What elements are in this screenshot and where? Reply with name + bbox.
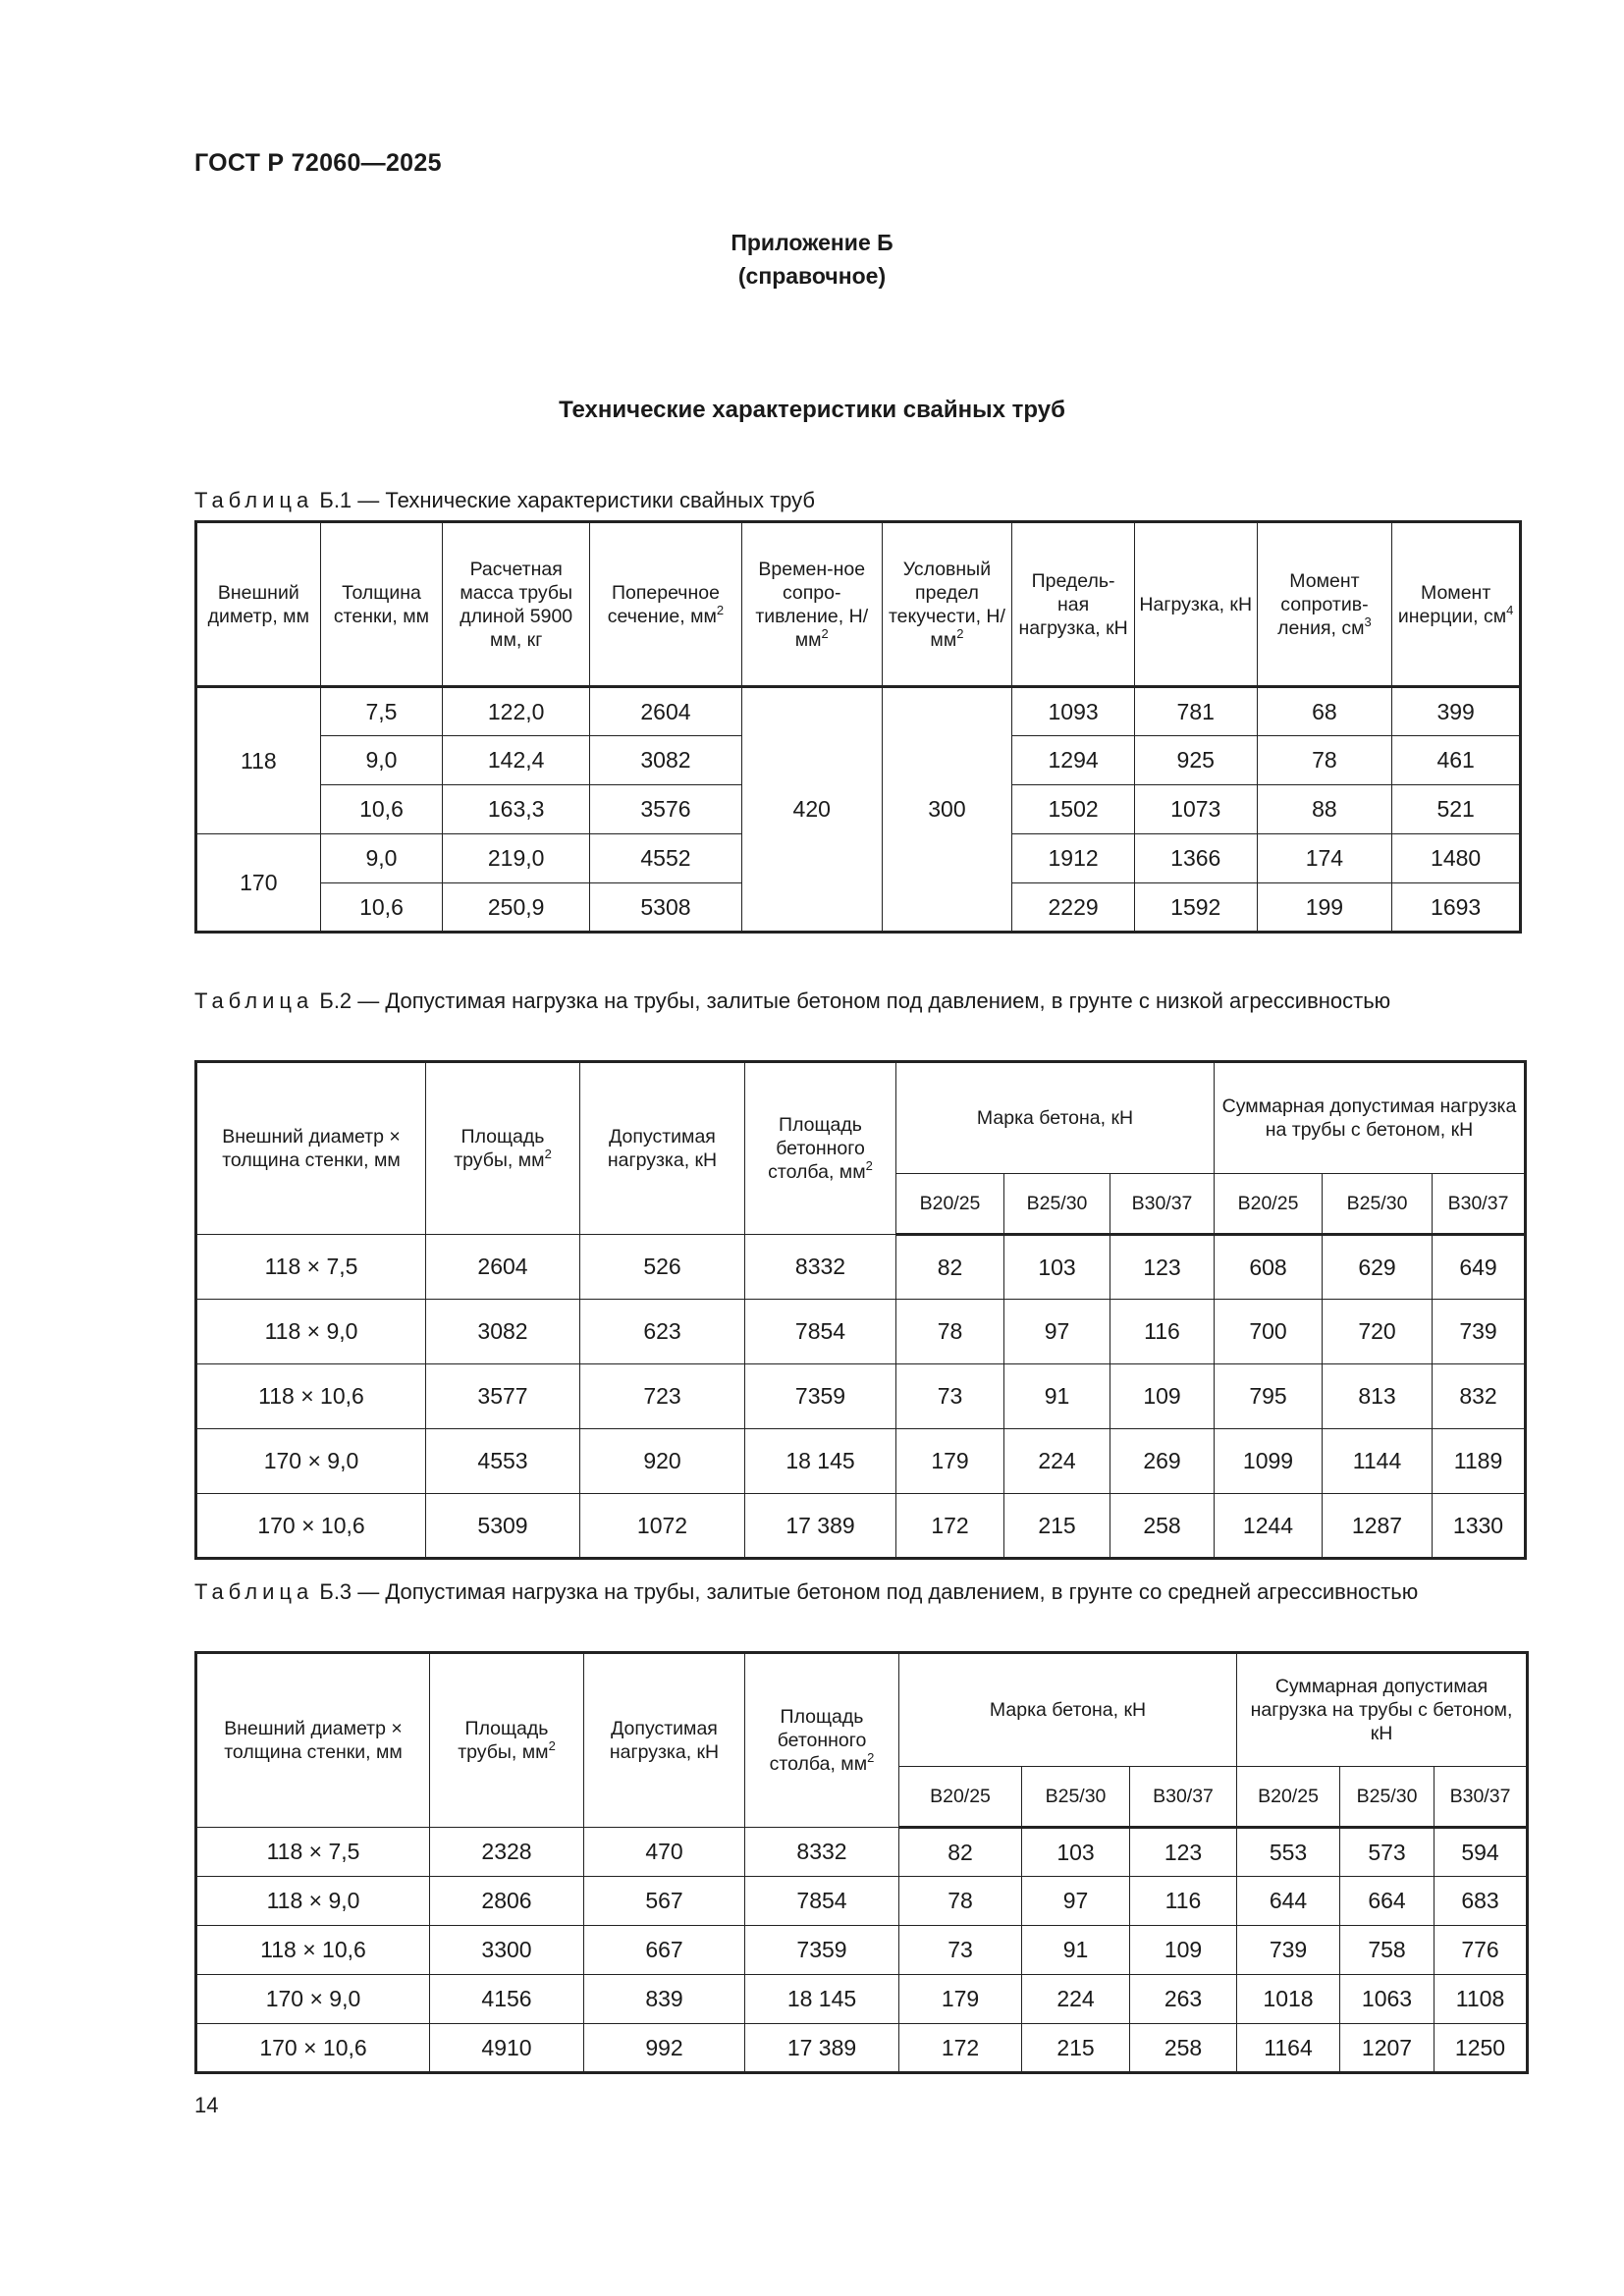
superscript: 2: [956, 625, 964, 641]
table-cell: 2806: [430, 1877, 584, 1926]
table-cell: 97: [1022, 1877, 1130, 1926]
table-cell: 258: [1130, 2024, 1237, 2073]
table-cell: 82: [896, 1235, 1004, 1300]
table-cell: 521: [1392, 785, 1521, 834]
table-cell: 109: [1110, 1364, 1215, 1429]
table3-caption-prefix: Таблица: [194, 1579, 314, 1604]
table-cell: 608: [1215, 1235, 1323, 1300]
table-cell: 8332: [745, 1828, 899, 1877]
table-cell: 170 × 9,0: [196, 1975, 430, 2024]
t2-header-pipe-area: [426, 1062, 580, 1235]
table-cell: 1189: [1433, 1429, 1526, 1494]
table-cell: 122,0: [443, 687, 590, 736]
table-cell: 3082: [590, 736, 742, 785]
table-cell: 73: [899, 1926, 1022, 1975]
table-cell: 3576: [590, 785, 742, 834]
table-cell: 723: [580, 1364, 745, 1429]
table-cell: 91: [1004, 1364, 1110, 1429]
t2-header-diameter-thickness: Внешний диаметр × толщина стенки, мм: [196, 1062, 426, 1235]
table-cell: 4156: [430, 1975, 584, 2024]
table-cell: 174: [1257, 834, 1392, 883]
t1-header-cross-section: [590, 522, 742, 687]
table2-caption-text: Б.2 — Допустимая нагрузка на трубы, залитые бетоном под давлением, в грунте с низкой агрессивностью: [313, 988, 1391, 1013]
table-cell: 172: [899, 2024, 1022, 2073]
t3-header-pipe-area-label: Площадь трубы, мм: [458, 1718, 549, 1763]
table-cell: 7854: [745, 1300, 896, 1364]
table-cell: 399: [1392, 687, 1521, 736]
table-cell: 1207: [1340, 2024, 1435, 2073]
table-cell: 9,0: [320, 834, 443, 883]
t1-header-ultimate-load: Предель-ная нагрузка, кН: [1012, 522, 1135, 687]
table-cell: 776: [1435, 1926, 1528, 1975]
table-cell: 1480: [1392, 834, 1521, 883]
table-cell: 739: [1237, 1926, 1340, 1975]
table-cell: 78: [1257, 736, 1392, 785]
table-cell: 1164: [1237, 2024, 1340, 2073]
t2-header-concrete-grade: Марка бетона, кН: [896, 1062, 1215, 1174]
table-cell: 97: [1004, 1300, 1110, 1364]
table-cell: 470: [584, 1828, 745, 1877]
table-row: [196, 2024, 1528, 2073]
table-row: [196, 1235, 1526, 1300]
table-cell: 199: [1257, 883, 1392, 933]
t3-subheader: В20/25: [1237, 1767, 1340, 1828]
t3-header-total-load: Суммарная допустимая нагрузка на трубы с бетоном, кН: [1237, 1653, 1528, 1767]
page-number: 14: [194, 2093, 219, 2117]
table-cell: 5309: [426, 1494, 580, 1559]
table-cell: 1072: [580, 1494, 745, 1559]
table-cell: 103: [1022, 1828, 1130, 1877]
t3-subheader: В20/25: [899, 1767, 1022, 1828]
superscript: 3: [1364, 614, 1372, 629]
table-cell: 567: [584, 1877, 745, 1926]
table-cell: 142,4: [443, 736, 590, 785]
t1-header-section-modulus-label: Момент сопротив-ления, см: [1277, 569, 1369, 639]
table-cell: 18 145: [745, 1429, 896, 1494]
table-cell: 224: [1004, 1429, 1110, 1494]
table-cell: 10,6: [320, 883, 443, 933]
table-cell: 649: [1433, 1235, 1526, 1300]
table-row: [196, 1494, 1526, 1559]
document-header: ГОСТ Р 72060—2025: [194, 149, 442, 177]
t3-header-concrete-grade: Марка бетона, кН: [899, 1653, 1237, 1767]
t3-header-concrete-area: [745, 1653, 899, 1828]
table-cell: 269: [1110, 1429, 1215, 1494]
table-cell: 250,9: [443, 883, 590, 933]
table-cell: 172: [896, 1494, 1004, 1559]
table-cell: 4553: [426, 1429, 580, 1494]
t2-header-concrete-area: [745, 1062, 896, 1235]
table-cell: 68: [1257, 687, 1392, 736]
t1-header-load: Нагрузка, кН: [1134, 522, 1257, 687]
table-cell: 215: [1022, 2024, 1130, 2073]
table-cell: 263: [1130, 1975, 1237, 2024]
t1-group-cell: 170: [196, 834, 321, 933]
superscript: 2: [548, 1738, 556, 1753]
table3-caption: [194, 1578, 1522, 1606]
t2-subheader: В25/30: [1004, 1174, 1110, 1235]
table-cell: 813: [1323, 1364, 1433, 1429]
table2: [194, 1060, 1527, 1560]
table-cell: 1063: [1340, 1975, 1435, 2024]
table-cell: 73: [896, 1364, 1004, 1429]
table-cell: 1093: [1012, 687, 1135, 736]
table1-caption-prefix: Таблица: [194, 488, 314, 512]
t1-header-section-modulus: [1257, 522, 1392, 687]
table-cell: 82: [899, 1828, 1022, 1877]
superscript: 2: [821, 625, 829, 641]
table-cell: 118 × 10,6: [196, 1926, 430, 1975]
table-cell: 992: [584, 2024, 745, 2073]
table-cell: 116: [1130, 1877, 1237, 1926]
t1-header-outer-diameter: Внешний диметр, мм: [196, 522, 321, 687]
table-cell: 3300: [430, 1926, 584, 1975]
table-cell: 683: [1435, 1877, 1528, 1926]
table-cell: 2328: [430, 1828, 584, 1877]
t1-yield-cell: 300: [882, 687, 1012, 933]
table-cell: 1693: [1392, 883, 1521, 933]
table-cell: 170 × 10,6: [196, 1494, 426, 1559]
table-cell: 118 × 7,5: [196, 1235, 426, 1300]
table-cell: 4552: [590, 834, 742, 883]
table-cell: 2604: [426, 1235, 580, 1300]
table-row: [196, 1877, 1528, 1926]
table-row: [196, 1926, 1528, 1975]
table1-caption-text: Б.1 — Технические характеристики свайных труб: [313, 488, 816, 512]
table-cell: 5308: [590, 883, 742, 933]
t3-subheader: В30/37: [1435, 1767, 1528, 1828]
table-cell: 720: [1323, 1300, 1433, 1364]
table-cell: 118 × 9,0: [196, 1300, 426, 1364]
table-cell: 116: [1110, 1300, 1215, 1364]
table1-caption: [194, 487, 1522, 514]
t2-subheader: В20/25: [896, 1174, 1004, 1235]
table-cell: 2229: [1012, 883, 1135, 933]
section-title: Технические характеристики свайных труб: [559, 397, 1065, 423]
t3-subheader: В25/30: [1022, 1767, 1130, 1828]
superscript: 4: [1506, 602, 1514, 617]
table-cell: 526: [580, 1235, 745, 1300]
table-cell: 644: [1237, 1877, 1340, 1926]
table-cell: 1330: [1433, 1494, 1526, 1559]
table-cell: 7359: [745, 1364, 896, 1429]
table-cell: 118 × 10,6: [196, 1364, 426, 1429]
table-cell: 123: [1130, 1828, 1237, 1877]
table-row: [196, 1429, 1526, 1494]
table-cell: 179: [899, 1975, 1022, 2024]
t2-subheader: В20/25: [1215, 1174, 1323, 1235]
table-row: [196, 1300, 1526, 1364]
table-cell: 91: [1022, 1926, 1130, 1975]
t3-subheader: В30/37: [1130, 1767, 1237, 1828]
table-cell: 1250: [1435, 2024, 1528, 2073]
table3: [194, 1651, 1529, 2074]
table-cell: 1502: [1012, 785, 1135, 834]
table-cell: 17 389: [745, 2024, 899, 2073]
table-cell: 2604: [590, 687, 742, 736]
t1-header-wall-thickness: Толщина стенки, мм: [320, 522, 443, 687]
table-cell: 839: [584, 1975, 745, 2024]
table-row: [196, 1828, 1528, 1877]
t3-header-pipe-area: [430, 1653, 584, 1828]
t1-group-cell: 118: [196, 687, 321, 834]
table-cell: 3577: [426, 1364, 580, 1429]
table-cell: 7359: [745, 1926, 899, 1975]
table-cell: 88: [1257, 785, 1392, 834]
table-cell: 170 × 10,6: [196, 2024, 430, 2073]
table-cell: 594: [1435, 1828, 1528, 1877]
table-cell: 215: [1004, 1494, 1110, 1559]
t2-subheader: В30/37: [1110, 1174, 1215, 1235]
table-cell: 18 145: [745, 1975, 899, 2024]
table-cell: 461: [1392, 736, 1521, 785]
table-row: [196, 1364, 1526, 1429]
table-cell: 109: [1130, 1926, 1237, 1975]
t1-header-yield: [882, 522, 1012, 687]
table-cell: 623: [580, 1300, 745, 1364]
table-cell: 78: [899, 1877, 1022, 1926]
table-cell: 795: [1215, 1364, 1323, 1429]
t1-header-inertia: [1392, 522, 1521, 687]
superscript: 2: [544, 1147, 552, 1161]
table-cell: 925: [1134, 736, 1257, 785]
table-cell: 1099: [1215, 1429, 1323, 1494]
table-cell: 118 × 9,0: [196, 1877, 430, 1926]
table-cell: 1294: [1012, 736, 1135, 785]
table-cell: 758: [1340, 1926, 1435, 1975]
table3-caption-text: Б.3 — Допустимая нагрузка на трубы, залитые бетоном под давлением, в грунте со средней агрессивностью: [313, 1579, 1419, 1604]
t1-header-yield-label: Условный предел текучести, Н/мм: [888, 558, 1005, 651]
superscript: 2: [716, 602, 725, 617]
table-cell: 1144: [1323, 1429, 1433, 1494]
t2-header-total-load: Суммарная допустимая нагрузка на трубы с бетоном, кН: [1215, 1062, 1526, 1174]
table2-caption-prefix: Таблица: [194, 988, 314, 1013]
table-cell: 920: [580, 1429, 745, 1494]
table-cell: 9,0: [320, 736, 443, 785]
table-cell: 1244: [1215, 1494, 1323, 1559]
table-cell: 17 389: [745, 1494, 896, 1559]
t2-header-allowable-load: Допустимая нагрузка, кН: [580, 1062, 745, 1235]
t1-temp-resistance-cell: 420: [741, 687, 882, 933]
table-cell: 3082: [426, 1300, 580, 1364]
superscript: 2: [865, 1158, 873, 1173]
t3-header-allowable-load: Допустимая нагрузка, кН: [584, 1653, 745, 1828]
table-cell: 219,0: [443, 834, 590, 883]
table-cell: 123: [1110, 1235, 1215, 1300]
superscript: 2: [867, 1750, 875, 1765]
table-cell: 1287: [1323, 1494, 1433, 1559]
table-cell: 832: [1433, 1364, 1526, 1429]
t3-header-diameter-thickness: Внешний диаметр × толщина стенки, мм: [196, 1653, 430, 1828]
table-cell: 664: [1340, 1877, 1435, 1926]
table1: [194, 520, 1522, 934]
t3-header-concrete-area-label: Площадь бетонного столба, мм: [769, 1706, 868, 1775]
table-cell: 179: [896, 1429, 1004, 1494]
table-cell: 8332: [745, 1235, 896, 1300]
table-cell: 1912: [1012, 834, 1135, 883]
appendix-subtitle: (справочное): [737, 263, 887, 289]
t1-header-temp-resistance: [741, 522, 882, 687]
table-cell: 1073: [1134, 785, 1257, 834]
table-cell: 7854: [745, 1877, 899, 1926]
table-cell: 1108: [1435, 1975, 1528, 2024]
table-cell: 4910: [430, 2024, 584, 2073]
table-cell: 700: [1215, 1300, 1323, 1364]
table2-caption: [194, 988, 1522, 1015]
table-cell: 573: [1340, 1828, 1435, 1877]
table-cell: 118 × 7,5: [196, 1828, 430, 1877]
table-cell: 629: [1323, 1235, 1433, 1300]
t2-subheader: В30/37: [1433, 1174, 1526, 1235]
appendix-title: Приложение Б: [731, 230, 893, 255]
table-cell: 739: [1433, 1300, 1526, 1364]
table-cell: 1366: [1134, 834, 1257, 883]
table-cell: 170 × 9,0: [196, 1429, 426, 1494]
table-cell: 7,5: [320, 687, 443, 736]
table-row: [196, 1975, 1528, 2024]
table-cell: 1592: [1134, 883, 1257, 933]
table-cell: 258: [1110, 1494, 1215, 1559]
table-cell: 553: [1237, 1828, 1340, 1877]
t1-header-inertia-label: Момент инерции, см: [1397, 581, 1507, 627]
table-cell: 78: [896, 1300, 1004, 1364]
t3-subheader: В25/30: [1340, 1767, 1435, 1828]
t1-header-mass: Расчетная масса трубы длиной 5900 мм, кг: [443, 522, 590, 687]
table-cell: 10,6: [320, 785, 443, 834]
t1-header-cross-section-label: Поперечное сечение, мм: [607, 581, 720, 627]
t2-header-pipe-area-label: Площадь трубы, мм: [454, 1126, 545, 1171]
table-cell: 103: [1004, 1235, 1110, 1300]
table-cell: 667: [584, 1926, 745, 1975]
table-cell: 163,3: [443, 785, 590, 834]
t2-subheader: В25/30: [1323, 1174, 1433, 1235]
table-cell: 224: [1022, 1975, 1130, 2024]
t2-header-concrete-area-label: Площадь бетонного столба, мм: [768, 1114, 866, 1183]
table-cell: 1018: [1237, 1975, 1340, 2024]
t1-header-temp-resistance-label: Времен-ное сопро-тивление, Н/мм: [755, 558, 869, 651]
table-cell: 781: [1134, 687, 1257, 736]
